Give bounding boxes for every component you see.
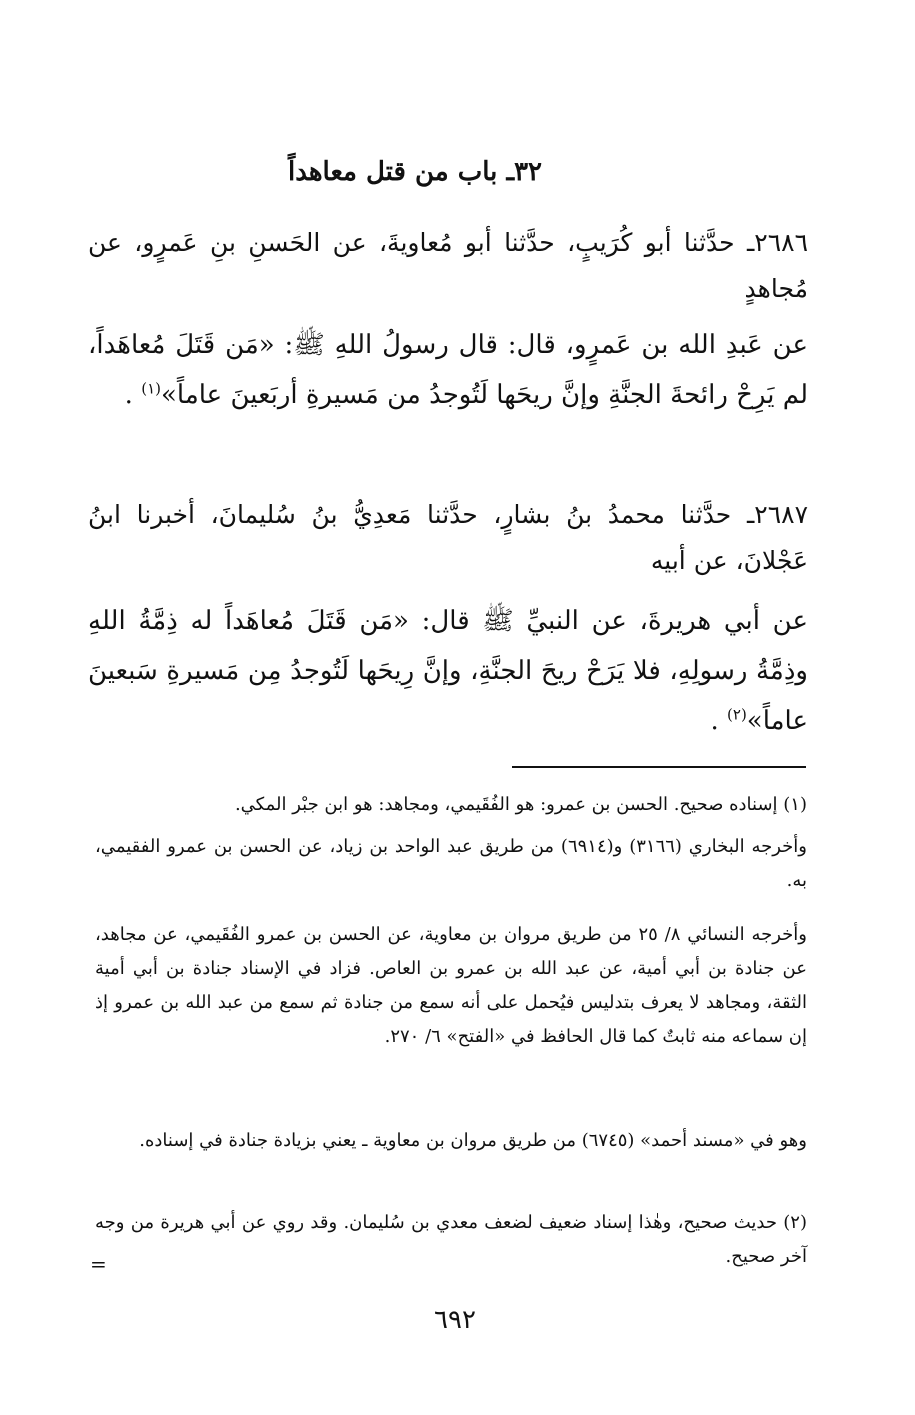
footnote-1-paragraph-1: (١) إسناده صحيح. الحسن بن عمرو: هو الفُقَيمي، ومجاهد: هو ابن جبْر المكي. bbox=[234, 794, 807, 815]
hadith-2686-matn-text: عن عَبدِ الله بن عَمرٍو، قال: قال رسولُ اللهِ ﷺ: «مَن قَتَلَ مُعاهَداً، لم يَرِحْ رائحةَ الجنَّةِ وإنَّ ريحَها لَتُوجدُ من مَسيرةِ أربَعينَ عاماً» bbox=[88, 330, 808, 410]
footnote-1-paragraph-2: وأخرجه البخاري (٣١٦٦) و(٦٩١٤) من طريق عبد الواحد بن زياد، عن الحسن بن عمرو الفقيمي، به. bbox=[95, 836, 807, 891]
continuation-mark: = bbox=[90, 1252, 107, 1276]
hadith-2687-chain: ٢٦٨٧ـ حدَّثنا محمدُ بنُ بشارٍ، حدَّثنا مَعدِيُّ بنُ سُليمانَ، أخبرنا ابنُ عَجْلانَ، عن أبيه bbox=[88, 500, 808, 575]
page-number: ٦٩٢ bbox=[434, 1305, 476, 1335]
footnote-2: (٢) حديث صحيح، وهٰذا إسناد ضعيف لضعف معدي بن سُليمان. وقد روي عن أبي هريرة من وجه آخر صحيح. bbox=[95, 1212, 807, 1267]
footnote-divider bbox=[512, 766, 806, 768]
chapter-title: ٣٢ـ باب من قتل معاهداً bbox=[287, 157, 543, 187]
hadith-2687-matn: عن أبي هريرةَ، عن النبيِّ ﷺ قال: «مَن قَتَلَ مُعاهَداً له ذِمَّةُ اللهِ وذِمَّةُ رسولِهِ، فلا يَرَحْ ريحَ الجنَّةِ، وإنَّ رِيحَها لَتُوجدُ مِن مَسيرةِ سَبعينَ عاماً»$^{(٢)}$ . bbox=[88, 606, 808, 736]
hadith-2686-matn: عن عَبدِ الله بن عَمرٍو، قال: قال رسولُ اللهِ ﷺ: «مَن قَتَلَ مُعاهَداً، لم يَرِحْ رائحةَ الجنَّةِ وإنَّ ريحَها لَتُوجدُ من مَسيرةِ أربَعينَ عاماً»$^{(١)}$ . bbox=[88, 330, 808, 410]
footnote-1-paragraph-4: وهو في «مسند أحمد» (٦٧٤٥) من طريق مروان بن معاوية ـ يعني بزيادة جنادة في إسناده. bbox=[139, 1130, 807, 1151]
hadith-2687-matn-text: عن أبي هريرةَ، عن النبيِّ ﷺ قال: «مَن قَتَلَ مُعاهَداً له ذِمَّةُ اللهِ وذِمَّةُ رسولِهِ، فلا يَرَحْ ريحَ الجنَّةِ، وإنَّ رِيحَها لَتُوجدُ مِن مَسيرةِ سَبعينَ عاماً» bbox=[88, 606, 808, 736]
footnote-1-paragraph-3: وأخرجه النسائي ٨/ ٢٥ من طريق مروان بن معاوية، عن الحسن بن عمرو الفُقَيمي، عن مجاهد، عن جنادة بن أبي أمية، عن عبد الله بن عمرو بن العاص. فزاد في الإسناد جنادة بن أبي أمية الثقة، ومجاهد لا يعرف بتدليس فيُحمل على أنه سمع من جنادة ثم سمع من عبد الله بن عمرو إذ إن سماعه منه ثابتٌ كما قال الحافظ في «الفتح» ٦/ ٢٧٠. bbox=[95, 924, 807, 1047]
hadith-2686-chain: ٢٦٨٦ـ حدَّثنا أبو كُرَيبٍ، حدَّثنا أبو مُعاويةَ، عن الحَسنِ بنِ عَمرٍو، عن مُجاهدٍ bbox=[88, 228, 808, 303]
footnote-ref-1: (١) bbox=[141, 379, 161, 398]
footnote-ref-2: (٢) bbox=[727, 705, 747, 724]
